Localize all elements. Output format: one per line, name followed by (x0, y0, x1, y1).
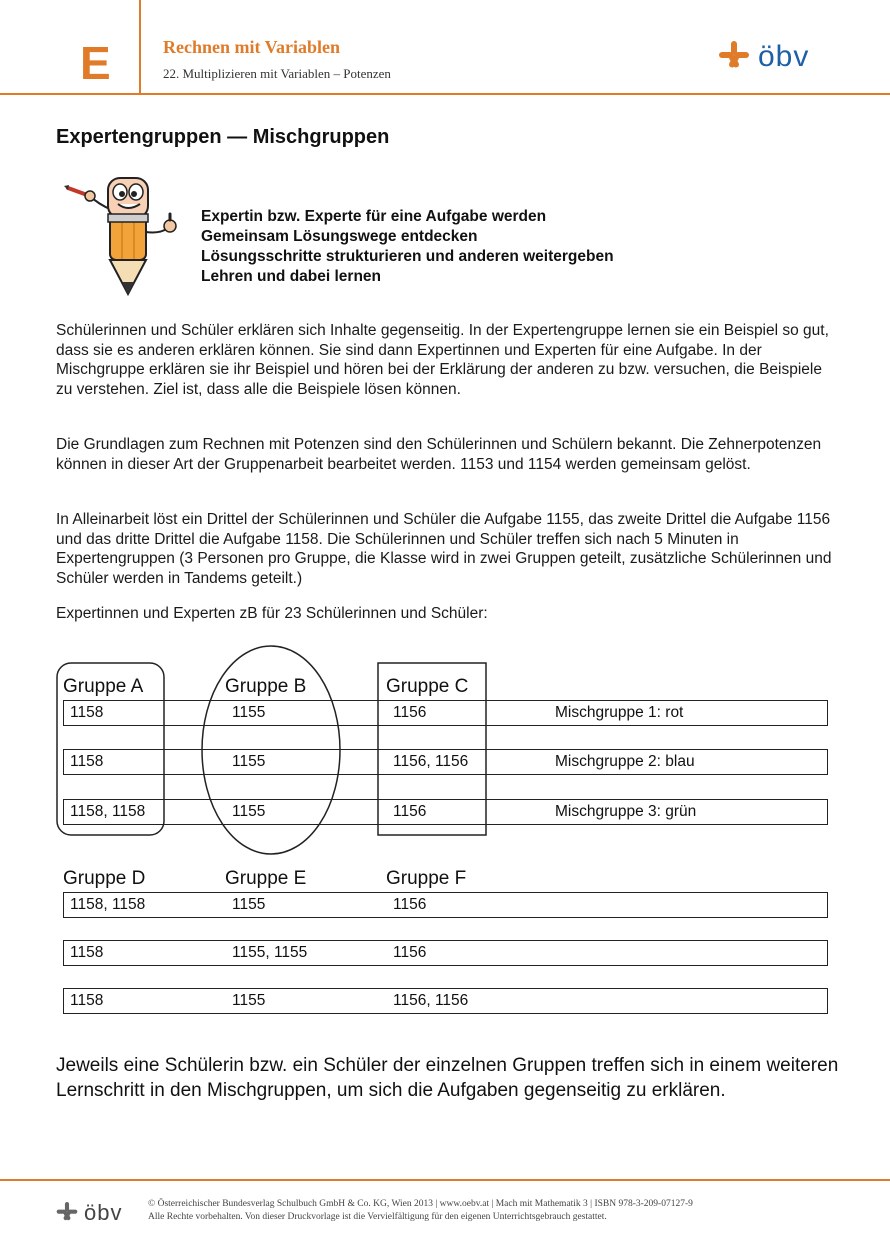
chapter-subtitle: 22. Multiplizieren mit Variablen – Potenzen (163, 66, 391, 81)
cell-group-f: 1156 (393, 944, 427, 961)
goal-item: Lösungsschritte strukturieren und anderen weitergeben (201, 248, 614, 265)
paragraph-intro: Schülerinnen und Schüler erklären sich Inhalte gegenseitig. In der Expertengruppe lernen sie ein Beispiel so gut, dass sie es anderen erklären können. Sie sind dann Expertinnen und Experten für eine Aufgabe. In der Mischgruppe erklären sie ihr Beispiel und hören bei der Erklärung der anderen zu bzw. versuchen, die Beispiele zu verstehen. Ziel ist, dass alle die Beispiele lösen können. (56, 322, 829, 398)
closing-paragraph: Jeweils eine Schülerin bzw. ein Schüler der einzelnen Gruppen treffen sich in einem weiteren Lernschritt in den Mischgruppen, um sich die Aufgaben gegenseitig zu erklären. (56, 1055, 839, 1101)
header-divider-vertical (139, 0, 141, 94)
cell-group-d: 1158 (70, 992, 104, 1009)
cell-group-a: 1158, 1158 (70, 803, 146, 820)
obv-logo (718, 40, 809, 74)
paragraph-basics: Die Grundlagen zum Rechnen mit Potenzen sind den Schülerinnen und Schülern bekannt. Die Zehnerpotenzen können in dieser Art der Gruppenarbeit bearbeitet werden. 1153 und 1154 werden gemeinsam gelöst. (56, 436, 822, 473)
cell-mixed-group: Mischgruppe 2: blau (555, 753, 695, 770)
cell-group-e: 1155 (232, 992, 266, 1009)
cell-group-b: 1155 (232, 803, 266, 820)
table-row (63, 892, 828, 918)
paragraph-procedure: In Alleinarbeit löst ein Drittel der Schülerinnen und Schüler die Aufgabe 1155, das zweite Drittel die Aufgabe 1156 und das dritte Drittel die Aufgabe 1158. Die Schülerinnen und Schüler treffen sich nach 5 Minuten in Expertengruppen (3 Personen pro Gruppe, die Klasse wird in zwei Gruppen geteilt, zusätzliche Schülerinnen und Schüler werden in Tandems geteilt.) (56, 511, 832, 587)
obv-star-icon (56, 1201, 78, 1225)
obv-logo-text: öbv (84, 1200, 123, 1225)
cell-group-a: 1158 (70, 704, 104, 721)
obv-star-icon (718, 40, 750, 74)
footer-line: © Österreichischer Bundesverlag Schulbuch GmbH & Co. KG, Wien 2013 | www.oebv.at | Mach mit Mathematik 3 | ISBN 978-3-209-07127-9 (148, 1199, 693, 1209)
cell-group-a: 1158 (70, 753, 104, 770)
footer-divider (0, 1179, 890, 1181)
chapter-letter: E (80, 37, 111, 89)
cell-group-d: 1158 (70, 944, 104, 961)
pencil-mascot-icon (60, 176, 185, 304)
footer-line: Alle Rechte vorbehalten. Von dieser Druckvorlage ist die Vervielfältigung für den eigenen Unterrichtsgebrauch gestattet. (148, 1212, 607, 1222)
cell-group-e: 1155 (232, 896, 266, 913)
group-label-e: Gruppe E (225, 868, 307, 889)
table-row (63, 988, 828, 1014)
cell-group-e: 1155, 1155 (232, 944, 308, 961)
header-divider-horizontal (0, 93, 890, 95)
group-label-d: Gruppe D (63, 868, 146, 889)
table-row (63, 799, 828, 825)
goal-item: Lehren und dabei lernen (201, 268, 381, 285)
group-label-a: Gruppe A (63, 676, 144, 697)
cell-group-f: 1156, 1156 (393, 992, 469, 1009)
footer-copyright (148, 1198, 693, 1224)
group-label-b: Gruppe B (225, 676, 307, 697)
cell-group-b: 1155 (232, 753, 266, 770)
paragraph-example-caption: Expertinnen und Experten zB für 23 Schülerinnen und Schüler: (56, 605, 488, 622)
table-row (63, 700, 828, 726)
goal-item: Gemeinsam Lösungswege entdecken (201, 228, 478, 245)
obv-logo-footer (56, 1200, 122, 1226)
cell-group-b: 1155 (232, 704, 266, 721)
obv-logo-text: öbv (758, 40, 810, 73)
goal-item: Expertin bzw. Experte für eine Aufgabe werden (201, 208, 547, 225)
cell-group-c: 1156 (393, 803, 427, 820)
cell-mixed-group: Mischgruppe 1: rot (555, 704, 684, 721)
cell-group-f: 1156 (393, 896, 427, 913)
cell-group-c: 1156 (393, 704, 427, 721)
page-heading: Expertengruppen — Mischgruppen (56, 126, 390, 148)
cell-group-c: 1156, 1156 (393, 753, 469, 770)
table-row (63, 940, 828, 966)
learning-goals (201, 207, 614, 287)
group-label-f: Gruppe F (386, 868, 467, 889)
chapter-title: Rechnen mit Variablen (163, 37, 341, 57)
cell-mixed-group: Mischgruppe 3: grün (555, 803, 697, 820)
table-row (63, 749, 828, 775)
cell-group-d: 1158, 1158 (70, 896, 146, 913)
group-label-c: Gruppe C (386, 676, 469, 697)
